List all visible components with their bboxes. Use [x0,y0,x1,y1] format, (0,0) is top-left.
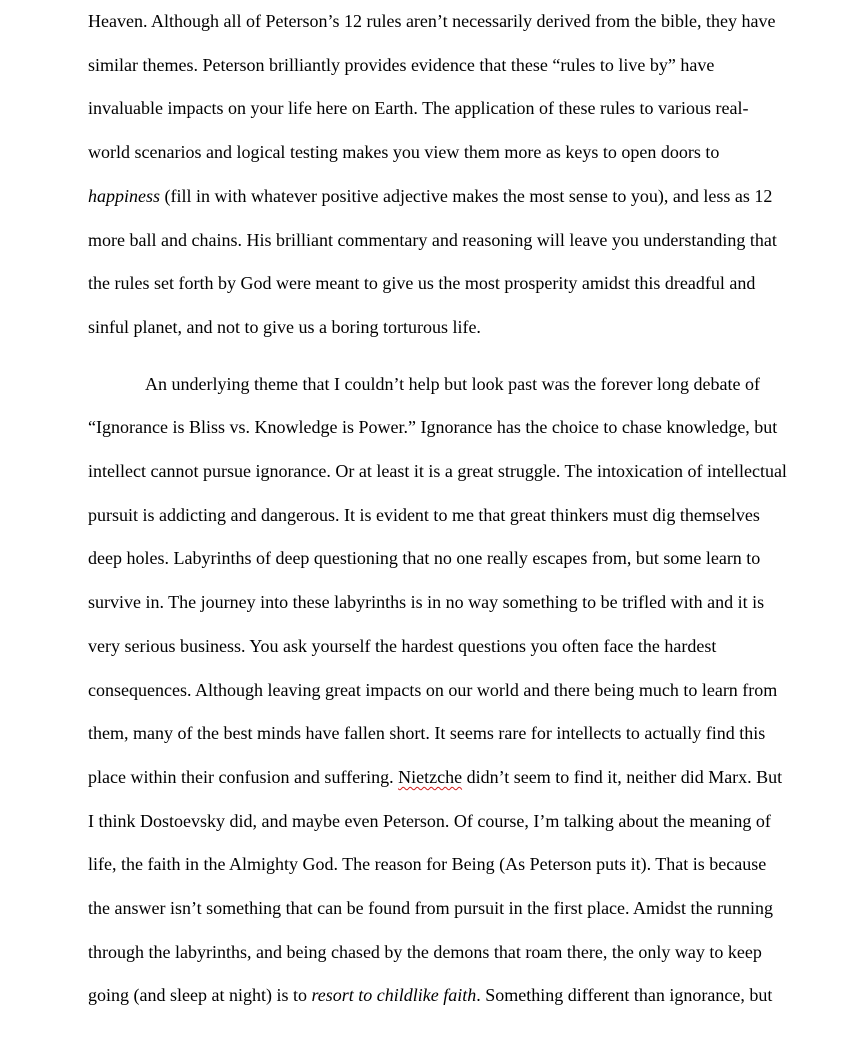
text-line [88,96,748,120]
text-line [88,503,760,527]
text-segment: through the labyrinths, and being chased by the demons that roam there, the only way to keep [88,942,762,962]
text-segment: survive in. The journey into these labyrinths is in no way something to be trifled with and it is [88,592,765,612]
text-line [88,315,481,339]
text-segment: world scenarios and logical testing makes you view them more as keys to open doors to [88,142,720,162]
text-segment: didn’t seem to find it, neither did Marx. But [462,767,783,787]
text-segment: them, many of the best minds have fallen short. It seems rare for intellects to actually find this [88,723,766,743]
text-segment: Heaven. Although all of Peterson’s 12 rules aren’t necessarily derived from the bible, they have [88,11,776,31]
text-segment: pursuit is addicting and dangerous. It is evident to me that great thinkers must dig themselves [88,505,760,525]
text-segment: intellect cannot pursue ignorance. Or at least it is a great struggle. The intoxication of intellectual [88,461,787,481]
text-segment: “Ignorance is Bliss vs. Knowledge is Power.” Ignorance has the choice to chase knowledge, but [88,417,778,437]
text-line [88,546,760,570]
text-line [145,372,760,396]
text-line [88,721,765,745]
text-line [88,590,764,614]
misspelled-word[interactable]: Nietzche [398,767,463,787]
text-line [88,415,777,439]
text-line [88,459,787,483]
text-segment: life, the faith in the Almighty God. The reason for Being (As Peterson puts it). That is because [88,854,767,874]
text-segment: invaluable impacts on your life here on Earth. The application of these rules to various real- [88,98,749,118]
text-segment: similar themes. Peterson brilliantly provides evidence that these “rules to live by” have [88,55,715,75]
text-line [88,271,755,295]
text-line [88,809,771,833]
italic-text: resort to childlike faith [311,985,477,1005]
text-line [88,940,762,964]
text-segment: An underlying theme that I couldn’t help but look past was the forever long debate of [145,374,761,394]
text-line [88,53,714,77]
text-segment: sinful planet, and not to give us a boring torturous life. [88,317,481,337]
text-line [88,634,716,658]
text-line [88,184,772,208]
text-segment: . Something different than ignorance, but [476,985,773,1005]
text-line [88,678,777,702]
text-line [88,9,775,33]
text-segment: consequences. Although leaving great impacts on our world and there being much to learn from [88,680,778,700]
text-segment: I think Dostoevsky did, and maybe even Peterson. Of course, I’m talking about the meaning of [88,811,771,831]
text-segment: very serious business. You ask yourself the hardest questions you often face the hardest [88,636,717,656]
italic-text: happiness [88,186,160,206]
text-line [88,896,773,920]
text-segment: going (and sleep at night) is to [88,985,312,1005]
text-line [88,228,777,252]
text-segment: the answer isn’t something that can be found from pursuit in the first place. Amidst the running [88,898,774,918]
text-segment: place within their confusion and suffering. [88,767,399,787]
text-line [88,852,766,876]
text-line [88,140,719,164]
text-line [88,765,782,789]
text-segment: (fill in with whatever positive adjective makes the most sense to you), and less as 12 [160,186,773,206]
text-segment: more ball and chains. His brilliant commentary and reasoning will leave you understanding that [88,230,777,250]
text-segment: deep holes. Labyrinths of deep questioning that no one really escapes from, but some learn to [88,548,761,568]
text-line [88,983,772,1007]
text-segment: the rules set forth by God were meant to give us the most prosperity amidst this dreadful and [88,273,756,293]
